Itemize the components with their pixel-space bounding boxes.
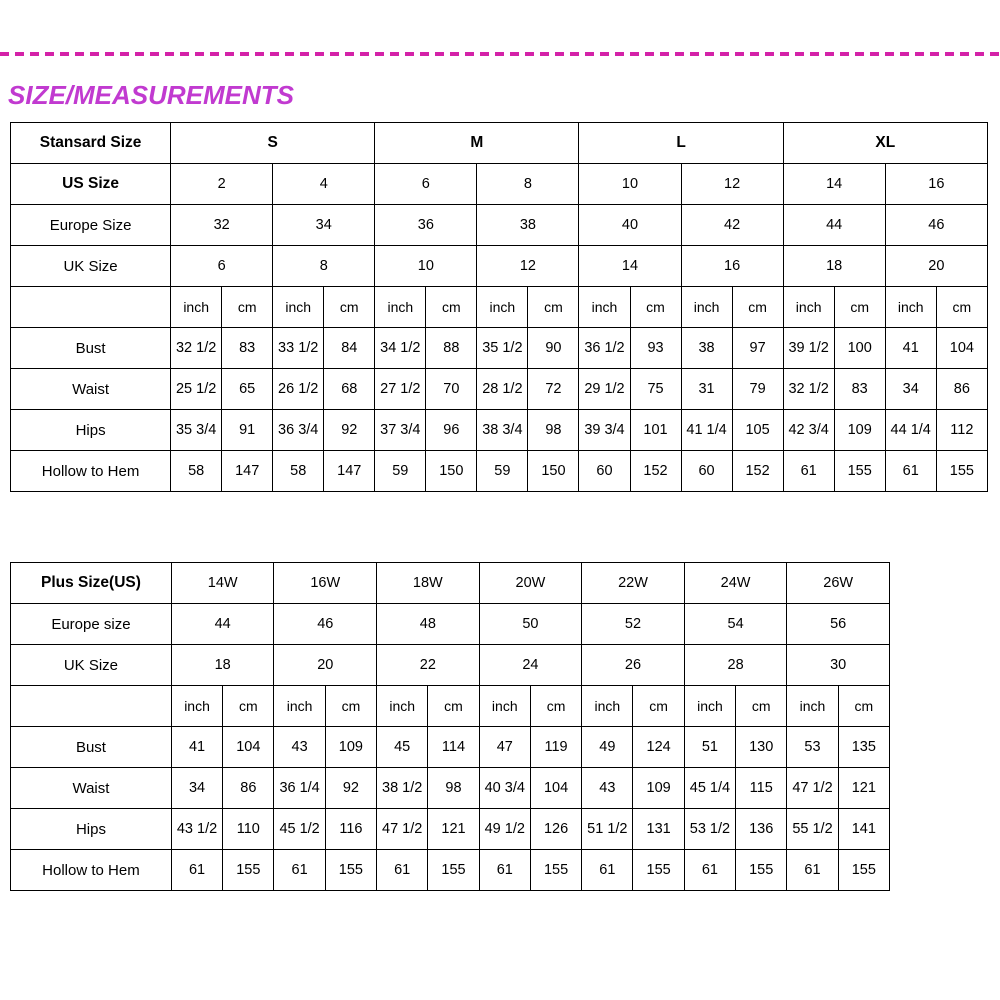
cell: 93: [630, 328, 681, 369]
cell: 47 1/2: [377, 809, 428, 850]
cell: 121: [838, 768, 889, 809]
cell: 61: [274, 850, 325, 891]
cell: 115: [736, 768, 787, 809]
cell: 42: [681, 205, 783, 246]
cell: 34 1/2: [375, 328, 426, 369]
cell: 109: [633, 768, 684, 809]
table-row: [11, 369, 988, 410]
unit-cell: inch: [377, 686, 428, 727]
table-row: [11, 123, 988, 164]
cell: 12: [681, 164, 783, 205]
unit-cell: cm: [428, 686, 479, 727]
cell: 92: [324, 410, 375, 451]
table-row: [11, 410, 988, 451]
cell: 141: [838, 809, 889, 850]
row-label-waist: Waist: [11, 768, 172, 809]
cell: 30: [787, 645, 890, 686]
cell: 46: [274, 604, 377, 645]
cell: 75: [630, 369, 681, 410]
cell: 112: [936, 410, 987, 451]
cell: 41: [885, 328, 936, 369]
cell: 49 1/2: [479, 809, 530, 850]
unit-cell: cm: [838, 686, 889, 727]
cell: 48: [377, 604, 480, 645]
cell: 40: [579, 205, 681, 246]
cell: 155: [736, 850, 787, 891]
cell: 109: [834, 410, 885, 451]
group-header-24w: 24W: [684, 563, 787, 604]
unit-cell: cm: [222, 287, 273, 328]
cell: 44: [783, 205, 885, 246]
cell: 14: [783, 164, 885, 205]
group-header-l: L: [579, 123, 783, 164]
cell: 90: [528, 328, 579, 369]
cell: 147: [222, 451, 273, 492]
cell: 61: [582, 850, 633, 891]
unit-cell: inch: [274, 686, 325, 727]
row-label-hips: Hips: [11, 410, 171, 451]
corner-label: Stansard Size: [11, 123, 171, 164]
row-label-bust: Bust: [11, 328, 171, 369]
table-row: [11, 645, 890, 686]
cell: 155: [428, 850, 479, 891]
cell: 104: [223, 727, 274, 768]
unit-cell: inch: [579, 287, 630, 328]
cell: 61: [885, 451, 936, 492]
cell: 86: [936, 369, 987, 410]
cell: 43 1/2: [171, 809, 222, 850]
row-label-uk-size: UK Size: [11, 246, 171, 287]
cell: 53 1/2: [684, 809, 735, 850]
table-row: [11, 205, 988, 246]
cell: 97: [732, 328, 783, 369]
row-label-europe-size: Europe Size: [11, 205, 171, 246]
cell: 40 3/4: [479, 768, 530, 809]
table-row: [11, 328, 988, 369]
cell: 86: [223, 768, 274, 809]
cell: 25 1/2: [171, 369, 222, 410]
unit-cell: cm: [530, 686, 581, 727]
cell: 83: [834, 369, 885, 410]
cell: 28: [684, 645, 787, 686]
group-header-18w: 18W: [377, 563, 480, 604]
row-label-waist: Waist: [11, 369, 171, 410]
cell: 32 1/2: [171, 328, 222, 369]
cell: 20: [274, 645, 377, 686]
cell: 41: [171, 727, 222, 768]
unit-cell: cm: [834, 287, 885, 328]
corner-label-plus: Plus Size(US): [11, 563, 172, 604]
cell: 59: [477, 451, 528, 492]
cell: 36 3/4: [273, 410, 324, 451]
cell: 135: [838, 727, 889, 768]
cell: 53: [787, 727, 838, 768]
table-row: [11, 850, 890, 891]
row-label-hollow-to-hem: Hollow to Hem: [11, 451, 171, 492]
unit-cell: cm: [736, 686, 787, 727]
page-title: SIZE/MEASUREMENTS: [8, 80, 295, 110]
cell: 60: [681, 451, 732, 492]
cell: 8: [273, 246, 375, 287]
cell: 12: [477, 246, 579, 287]
cell: 150: [528, 451, 579, 492]
group-header-22w: 22W: [582, 563, 685, 604]
unit-cell: cm: [325, 686, 376, 727]
unit-cell: inch: [171, 686, 222, 727]
cell: 155: [223, 850, 274, 891]
cell: 155: [633, 850, 684, 891]
group-header-xl: XL: [783, 123, 987, 164]
unit-cell: cm: [324, 287, 375, 328]
cell: 47 1/2: [787, 768, 838, 809]
cell: 116: [325, 809, 376, 850]
cell: 155: [936, 451, 987, 492]
row-label-europe-size: Europe size: [11, 604, 172, 645]
cell: 14: [579, 246, 681, 287]
cell: 98: [528, 410, 579, 451]
cell: 10: [375, 246, 477, 287]
unit-cell: inch: [479, 686, 530, 727]
cell: 155: [838, 850, 889, 891]
unit-cell: cm: [630, 287, 681, 328]
cell: 92: [325, 768, 376, 809]
cell: 131: [633, 809, 684, 850]
cell: 22: [377, 645, 480, 686]
unit-cell: inch: [783, 287, 834, 328]
unit-cell: cm: [936, 287, 987, 328]
unit-cell: inch: [477, 287, 528, 328]
cell: 10: [579, 164, 681, 205]
cell: 24: [479, 645, 582, 686]
unit-cell: inch: [787, 686, 838, 727]
cell: 20: [885, 246, 987, 287]
cell: 110: [223, 809, 274, 850]
cell: 104: [530, 768, 581, 809]
cell: 33 1/2: [273, 328, 324, 369]
cell: 61: [171, 850, 222, 891]
cell: 61: [684, 850, 735, 891]
table-row: [11, 246, 988, 287]
cell: 79: [732, 369, 783, 410]
cell: 35 1/2: [477, 328, 528, 369]
cell: 38 1/2: [377, 768, 428, 809]
cell: 16: [681, 246, 783, 287]
cell: 101: [630, 410, 681, 451]
cell: 60: [579, 451, 630, 492]
cell: 105: [732, 410, 783, 451]
unit-cell: inch: [273, 287, 324, 328]
cell: 119: [530, 727, 581, 768]
cell: 34: [171, 768, 222, 809]
row-label-us-size: US Size: [11, 164, 171, 205]
cell: 114: [428, 727, 479, 768]
cell: 91: [222, 410, 273, 451]
table-row: [11, 164, 988, 205]
cell: 51 1/2: [582, 809, 633, 850]
cell: 49: [582, 727, 633, 768]
cell: 18: [783, 246, 885, 287]
cell: 152: [630, 451, 681, 492]
unit-cell: cm: [732, 287, 783, 328]
cell: 44 1/4: [885, 410, 936, 451]
cell: 18: [171, 645, 274, 686]
cell: 41 1/4: [681, 410, 732, 451]
cell: 130: [736, 727, 787, 768]
unit-cell: inch: [171, 287, 222, 328]
cell: 55 1/2: [787, 809, 838, 850]
cell: 29 1/2: [579, 369, 630, 410]
cell: 4: [273, 164, 375, 205]
cell: 136: [736, 809, 787, 850]
cell: 100: [834, 328, 885, 369]
cell: 32 1/2: [783, 369, 834, 410]
cell: 150: [426, 451, 477, 492]
unit-cell: cm: [633, 686, 684, 727]
unit-cell: inch: [375, 287, 426, 328]
cell: 38: [681, 328, 732, 369]
cell: 147: [324, 451, 375, 492]
row-label-hollow-to-hem: Hollow to Hem: [11, 850, 172, 891]
cell: 46: [885, 205, 987, 246]
cell: 61: [479, 850, 530, 891]
cell: 58: [171, 451, 222, 492]
cell: 96: [426, 410, 477, 451]
table-row: [11, 768, 890, 809]
cell: 26 1/2: [273, 369, 324, 410]
decorative-dashed-rule: [0, 52, 1000, 56]
cell: 45: [377, 727, 428, 768]
plus-size-table-body: [11, 563, 890, 891]
cell: 68: [324, 369, 375, 410]
cell: 72: [528, 369, 579, 410]
cell: 52: [582, 604, 685, 645]
cell: 39 1/2: [783, 328, 834, 369]
cell: 35 3/4: [171, 410, 222, 451]
table-row: [11, 451, 988, 492]
cell: 26: [582, 645, 685, 686]
cell: 43: [582, 768, 633, 809]
cell: 8: [477, 164, 579, 205]
cell: 44: [171, 604, 274, 645]
cell: 121: [428, 809, 479, 850]
cell: 126: [530, 809, 581, 850]
unit-cell: cm: [223, 686, 274, 727]
cell: 88: [426, 328, 477, 369]
cell: 36: [375, 205, 477, 246]
cell: 38 3/4: [477, 410, 528, 451]
cell: 155: [834, 451, 885, 492]
table-row: [11, 604, 890, 645]
unit-cell: inch: [885, 287, 936, 328]
cell: 6: [171, 246, 273, 287]
cell: 50: [479, 604, 582, 645]
group-header-s: S: [171, 123, 375, 164]
cell: 45 1/4: [684, 768, 735, 809]
table-row-units: [11, 686, 890, 727]
cell: 61: [783, 451, 834, 492]
cell: 38: [477, 205, 579, 246]
cell: 6: [375, 164, 477, 205]
cell: 43: [274, 727, 325, 768]
plus-size-table: [10, 562, 890, 891]
standard-size-table-body: [11, 123, 988, 492]
row-label-uk-size: UK Size: [11, 645, 172, 686]
cell: 28 1/2: [477, 369, 528, 410]
group-header-14w: 14W: [171, 563, 274, 604]
cell: 61: [787, 850, 838, 891]
cell: 32: [171, 205, 273, 246]
cell: 45 1/2: [274, 809, 325, 850]
cell: 70: [426, 369, 477, 410]
cell: 56: [787, 604, 890, 645]
cell: 27 1/2: [375, 369, 426, 410]
cell: 109: [325, 727, 376, 768]
table-row-units: [11, 287, 988, 328]
cell: 2: [171, 164, 273, 205]
cell: 155: [325, 850, 376, 891]
cell: 58: [273, 451, 324, 492]
row-label-bust: Bust: [11, 727, 172, 768]
cell: 98: [428, 768, 479, 809]
cell: 47: [479, 727, 530, 768]
group-header-26w: 26W: [787, 563, 890, 604]
cell: 59: [375, 451, 426, 492]
unit-cell: cm: [426, 287, 477, 328]
cell: 61: [377, 850, 428, 891]
table-row: [11, 563, 890, 604]
cell: 65: [222, 369, 273, 410]
cell: 37 3/4: [375, 410, 426, 451]
unit-cell: inch: [582, 686, 633, 727]
cell: 83: [222, 328, 273, 369]
cell: 39 3/4: [579, 410, 630, 451]
cell: 34: [273, 205, 375, 246]
row-label-hips: Hips: [11, 809, 172, 850]
cell: 54: [684, 604, 787, 645]
row-label-empty: [11, 287, 171, 328]
standard-size-table: [10, 122, 988, 492]
cell: 42 3/4: [783, 410, 834, 451]
unit-cell: inch: [681, 287, 732, 328]
group-header-m: M: [375, 123, 579, 164]
cell: 34: [885, 369, 936, 410]
table-row: [11, 727, 890, 768]
cell: 84: [324, 328, 375, 369]
row-label-empty: [11, 686, 172, 727]
table-row: [11, 809, 890, 850]
cell: 36 1/2: [579, 328, 630, 369]
cell: 104: [936, 328, 987, 369]
cell: 152: [732, 451, 783, 492]
cell: 124: [633, 727, 684, 768]
unit-cell: inch: [684, 686, 735, 727]
cell: 51: [684, 727, 735, 768]
group-header-20w: 20W: [479, 563, 582, 604]
unit-cell: cm: [528, 287, 579, 328]
cell: 36 1/4: [274, 768, 325, 809]
cell: 31: [681, 369, 732, 410]
cell: 155: [530, 850, 581, 891]
group-header-16w: 16W: [274, 563, 377, 604]
cell: 16: [885, 164, 987, 205]
